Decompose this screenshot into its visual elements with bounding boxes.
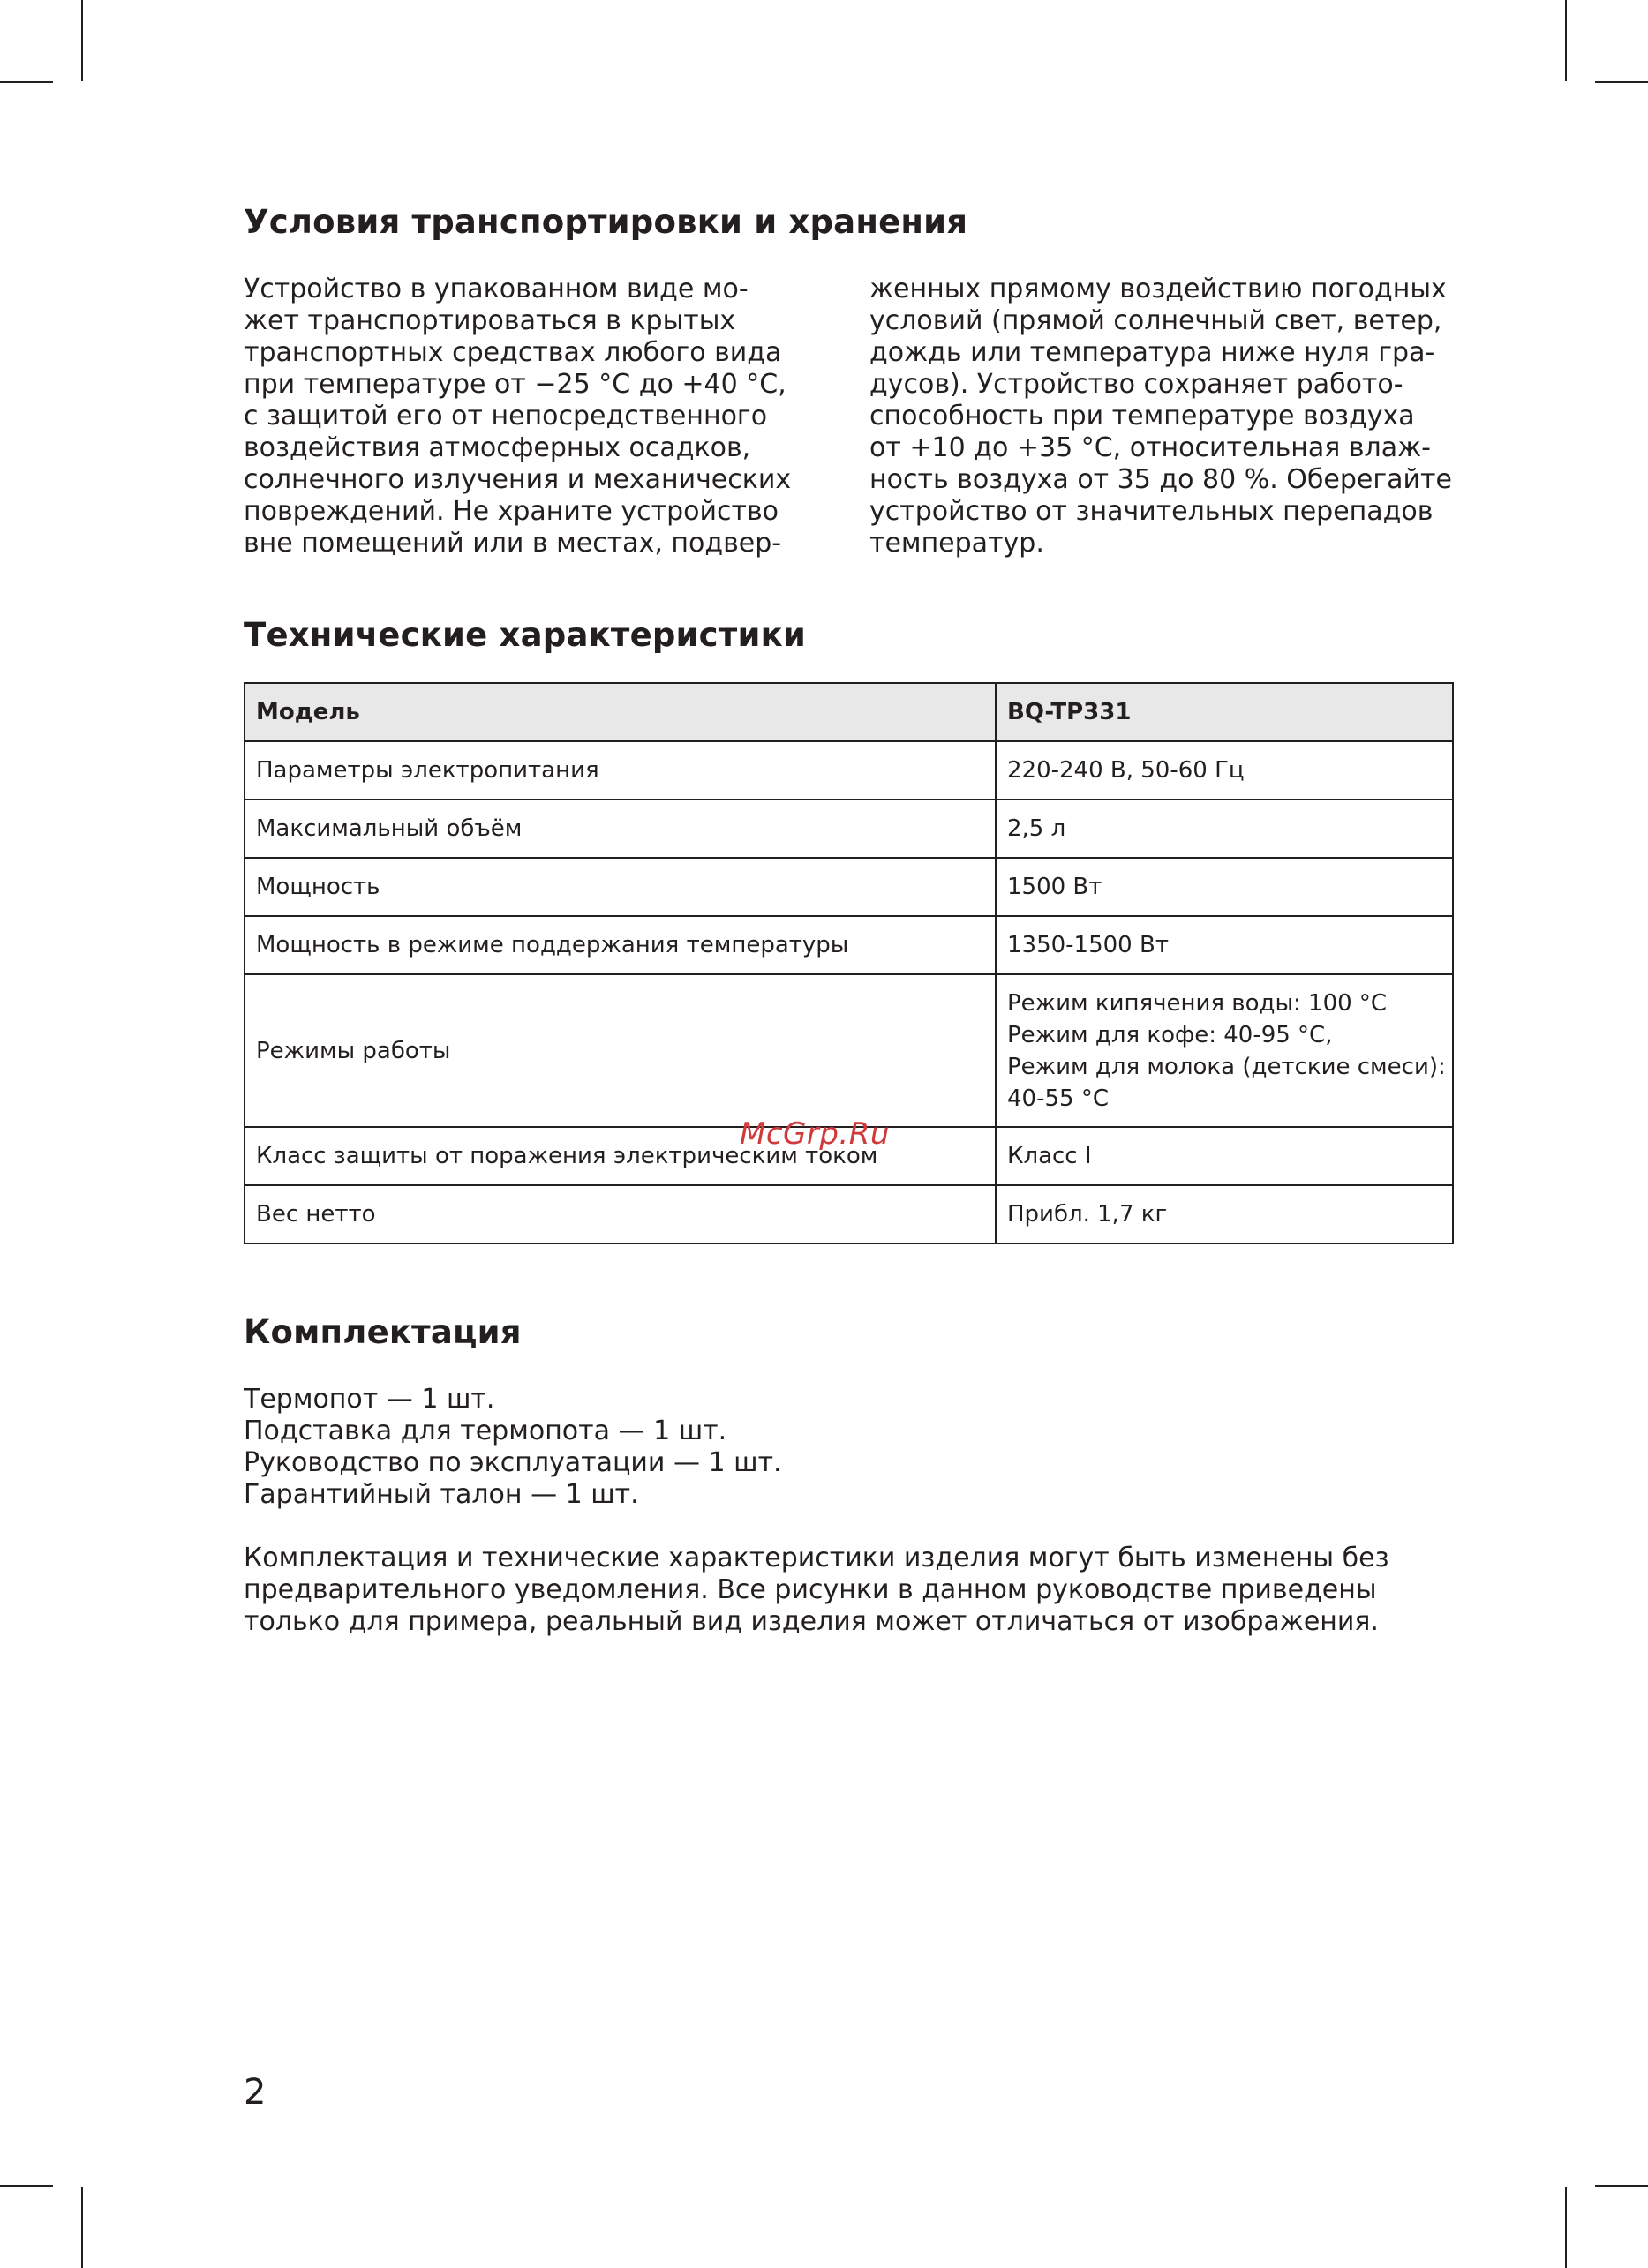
- kit-note: Комплектация и технические характеристики изделия могут быть изменены без предварительного уведомления. Все рисунки в данном руководстве приведены только для примера, реальный вид изделия может отличаться от изображения.: [244, 1543, 1389, 1637]
- specs-table: [244, 682, 1454, 1244]
- table-header-row: [245, 683, 1453, 741]
- crop-mark: [1595, 2185, 1648, 2187]
- crop-mark: [1565, 2187, 1567, 2268]
- kit-heading: Комплектация: [244, 1313, 522, 1351]
- crop-mark: [1595, 81, 1648, 83]
- table-row: [245, 858, 1453, 916]
- table-cell: Мощность: [245, 858, 996, 916]
- table-cell: 220-240 В, 50-60 Гц: [996, 741, 1453, 800]
- table-cell: 1350-1500 Вт: [996, 916, 1453, 974]
- list-item: Руководство по эксплуатации — 1 шт.: [244, 1447, 782, 1478]
- list-item: Подставка для термопота — 1 шт.: [244, 1416, 727, 1446]
- table-cell: Параметры электропитания: [245, 741, 996, 800]
- table-row: [245, 974, 1453, 1127]
- table-row: [245, 741, 1453, 800]
- table-row: [245, 916, 1453, 974]
- crop-mark: [81, 0, 83, 81]
- crop-mark: [1565, 0, 1567, 81]
- table-cell: 1500 Вт: [996, 858, 1453, 916]
- page-number: 2: [244, 2072, 267, 2113]
- watermark: McGrp.Ru: [740, 1116, 890, 1152]
- crop-mark: [81, 2187, 83, 2268]
- table-cell: Класс защиты от поражения электрическим током: [245, 1127, 996, 1185]
- table-cell: Максимальный объём: [245, 800, 996, 858]
- table-cell: Режим кипячения воды: 100 °С Режим для кофе: 40-95 °С, Режим для молока (детские смеси): 40-55 °С: [996, 974, 1453, 1127]
- crop-mark: [0, 81, 53, 83]
- table-cell: Прибл. 1,7 кг: [996, 1185, 1453, 1243]
- table-cell: Мощность в режиме поддержания температуры: [245, 916, 996, 974]
- transport-heading: Условия транспортировки и хранения: [244, 203, 968, 241]
- crop-mark: [0, 2185, 53, 2187]
- table-row: [245, 800, 1453, 858]
- kit-list: [244, 1384, 782, 1511]
- specs-heading: Технические характеристики: [244, 616, 807, 654]
- transport-text-right: женных прямому воздействию погодных условий (прямой солнечный свет, ветер, дождь или температура ниже нуля гра- дусов). Устройство сохраняет работо- способность при температуре воздуха от +10 до +35 °С, относительная влаж- ность воздуха от 35 до 80 %. Оберегайте устройство от значительных перепадов температур.: [869, 274, 1452, 559]
- table-cell: Вес нетто: [245, 1185, 996, 1243]
- list-item: Гарантийный талон — 1 шт.: [244, 1479, 639, 1510]
- table-row: [245, 1185, 1453, 1243]
- transport-text-left: Устройство в упакованном виде мо- жет транспортироваться в крытых транспортных средствах любого вида при температуре от −25 °С до +40 °С, с защитой его от непосредственного воздействия атмосферных осадков, солнечного излучения и механических повреждений. Не храните устройство вне помещений или в местах, подвер-: [244, 274, 792, 559]
- list-item: Термопот — 1 шт.: [244, 1384, 495, 1415]
- table-cell: 2,5 л: [996, 800, 1453, 858]
- table-cell: BQ-TP331: [996, 683, 1453, 741]
- table-cell: Режимы работы: [245, 974, 996, 1127]
- table-cell: Класс I: [996, 1127, 1453, 1185]
- table-cell: Модель: [245, 683, 996, 741]
